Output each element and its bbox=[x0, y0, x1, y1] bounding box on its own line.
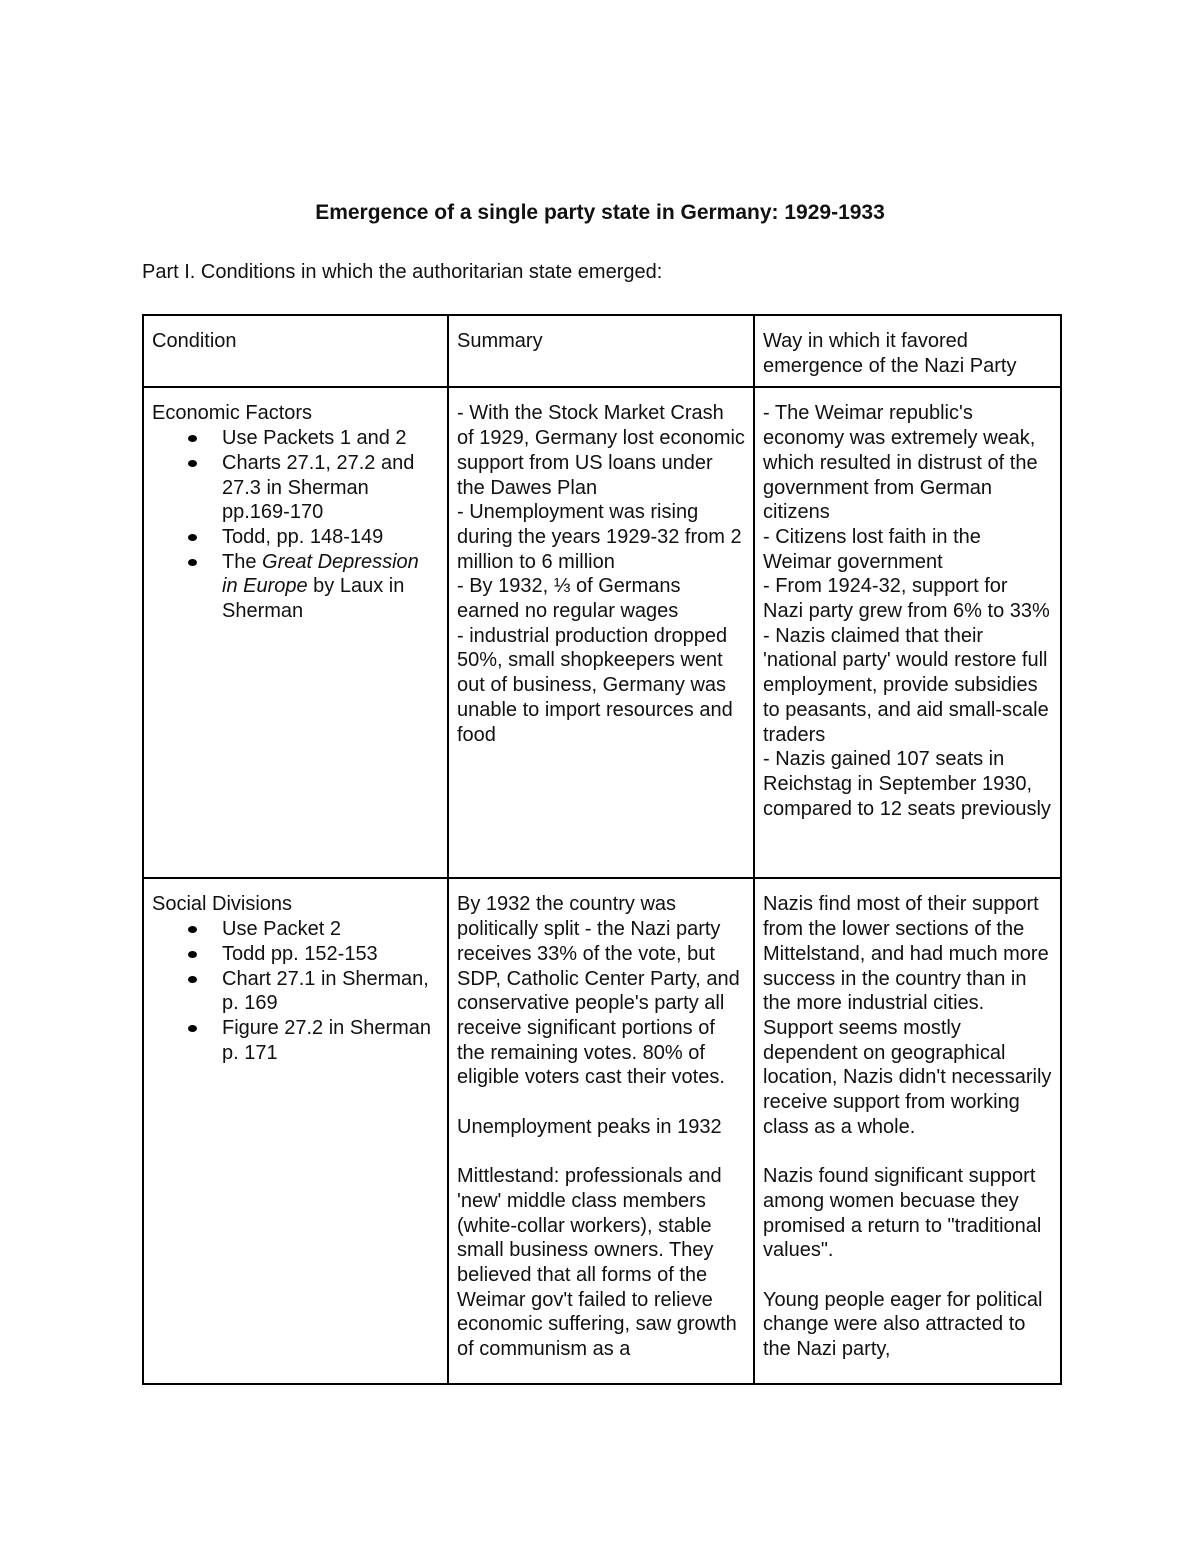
header-favor: Way in which it favored emergence of the Nazi Party bbox=[754, 315, 1061, 387]
reference-item: Figure 27.2 in Sherman p. 171 bbox=[222, 1016, 439, 1065]
favor-point: - From 1924-32, support for Nazi party grew from 6% to 33% bbox=[763, 575, 1050, 623]
condition-cell bbox=[143, 878, 448, 1384]
header-summary: Summary bbox=[448, 315, 754, 387]
summary-point: - With the Stock Market Crash of 1929, Germany lost economic support from US loans under the Dawes Plan bbox=[457, 402, 745, 499]
summary-point: - Unemployment was rising during the years 1929-32 from 2 million to 6 million bbox=[457, 501, 742, 573]
paragraph-spacer bbox=[763, 1263, 1052, 1288]
summary-point: - industrial production dropped 50%, small shopkeepers went out of business, Germany was unable to import resources and food bbox=[457, 624, 733, 746]
summary-cell bbox=[448, 878, 754, 1384]
summary-paragraph: By 1932 the country was politically split - the Nazi party receives 33% of the vote, but SDP, Catholic Center Party, and conservative people's party all receive significant portions of the remaining votes. 80% of eligible voters cast their votes. bbox=[457, 893, 740, 1089]
favor-paragraph: Young people eager for political change were also attracted to the Nazi party, bbox=[763, 1288, 1043, 1361]
table-header-row bbox=[143, 315, 1061, 387]
paragraph-spacer bbox=[457, 1090, 745, 1115]
favor-cell bbox=[754, 387, 1061, 878]
condition-label: Social Divisions bbox=[152, 893, 293, 916]
part-heading: Part I. Conditions in which the authoritarian state emerged: bbox=[142, 261, 663, 283]
paragraph-spacer bbox=[457, 1139, 745, 1164]
reference-item: Use Packets 1 and 2 bbox=[222, 426, 439, 451]
document-title: Emergence of a single party state in Germany: 1929-1933 bbox=[315, 201, 885, 224]
favor-paragraph: Nazis found significant support among women becuase they promised a return to "traditional values". bbox=[763, 1165, 1042, 1262]
table-row-economic-factors bbox=[143, 387, 1061, 878]
table-row-social-divisions bbox=[143, 878, 1061, 1384]
summary-paragraph: Mittlestand: professionals and 'new' middle class members (white-collar workers), stable small business owners. They believed that all forms of the Weimar gov't failed to relieve economic suffering, saw growth of communism as a bbox=[457, 1165, 737, 1361]
summary-cell bbox=[448, 387, 754, 878]
reference-list bbox=[152, 917, 439, 1065]
condition-label: Economic Factors bbox=[152, 402, 313, 425]
favor-point: - Nazis gained 107 seats in Reichstag in September 1930, compared to 12 seats previously bbox=[763, 748, 1051, 820]
conditions-table bbox=[142, 314, 1062, 1385]
reference-list bbox=[152, 426, 439, 624]
favor-point: - Citizens lost faith in the Weimar government bbox=[763, 525, 981, 573]
reference-item: Charts 27.1, 27.2 and 27.3 in Sherman pp.169-170 bbox=[222, 451, 439, 525]
favor-point: - Nazis claimed that their 'national party' would restore full employment, provide subsidies to peasants, and aid small-scale traders bbox=[763, 624, 1049, 746]
header-condition: Condition bbox=[143, 315, 448, 387]
summary-paragraph: Unemployment peaks in 1932 bbox=[457, 1115, 722, 1138]
favor-cell bbox=[754, 878, 1061, 1384]
reference-item bbox=[222, 550, 439, 624]
reference-item: Use Packet 2 bbox=[222, 917, 439, 942]
paragraph-spacer bbox=[763, 1139, 1052, 1164]
reference-text: by Laux in Sherman bbox=[222, 575, 405, 623]
favor-point: - The Weimar republic's economy was extremely weak, which resulted in distrust of the government from German citizens bbox=[763, 402, 1038, 524]
reference-book-title: Great Depression in Europe bbox=[222, 550, 419, 598]
condition-cell bbox=[143, 387, 448, 878]
reference-item: Chart 27.1 in Sherman, p. 169 bbox=[222, 967, 439, 1016]
reference-text: The bbox=[222, 550, 263, 573]
reference-item: Todd pp. 152-153 bbox=[222, 942, 439, 967]
summary-point: - By 1932, ⅓ of Germans earned no regular wages bbox=[457, 575, 681, 623]
reference-item: Todd, pp. 148-149 bbox=[222, 525, 439, 550]
favor-paragraph: Nazis find most of their support from the lower sections of the Mittelstand, and had much more success in the country than in the more industrial cities. Support seems mostly dependent on geographical location, Nazis didn't necessarily receive support from working class as a whole. bbox=[763, 893, 1052, 1138]
